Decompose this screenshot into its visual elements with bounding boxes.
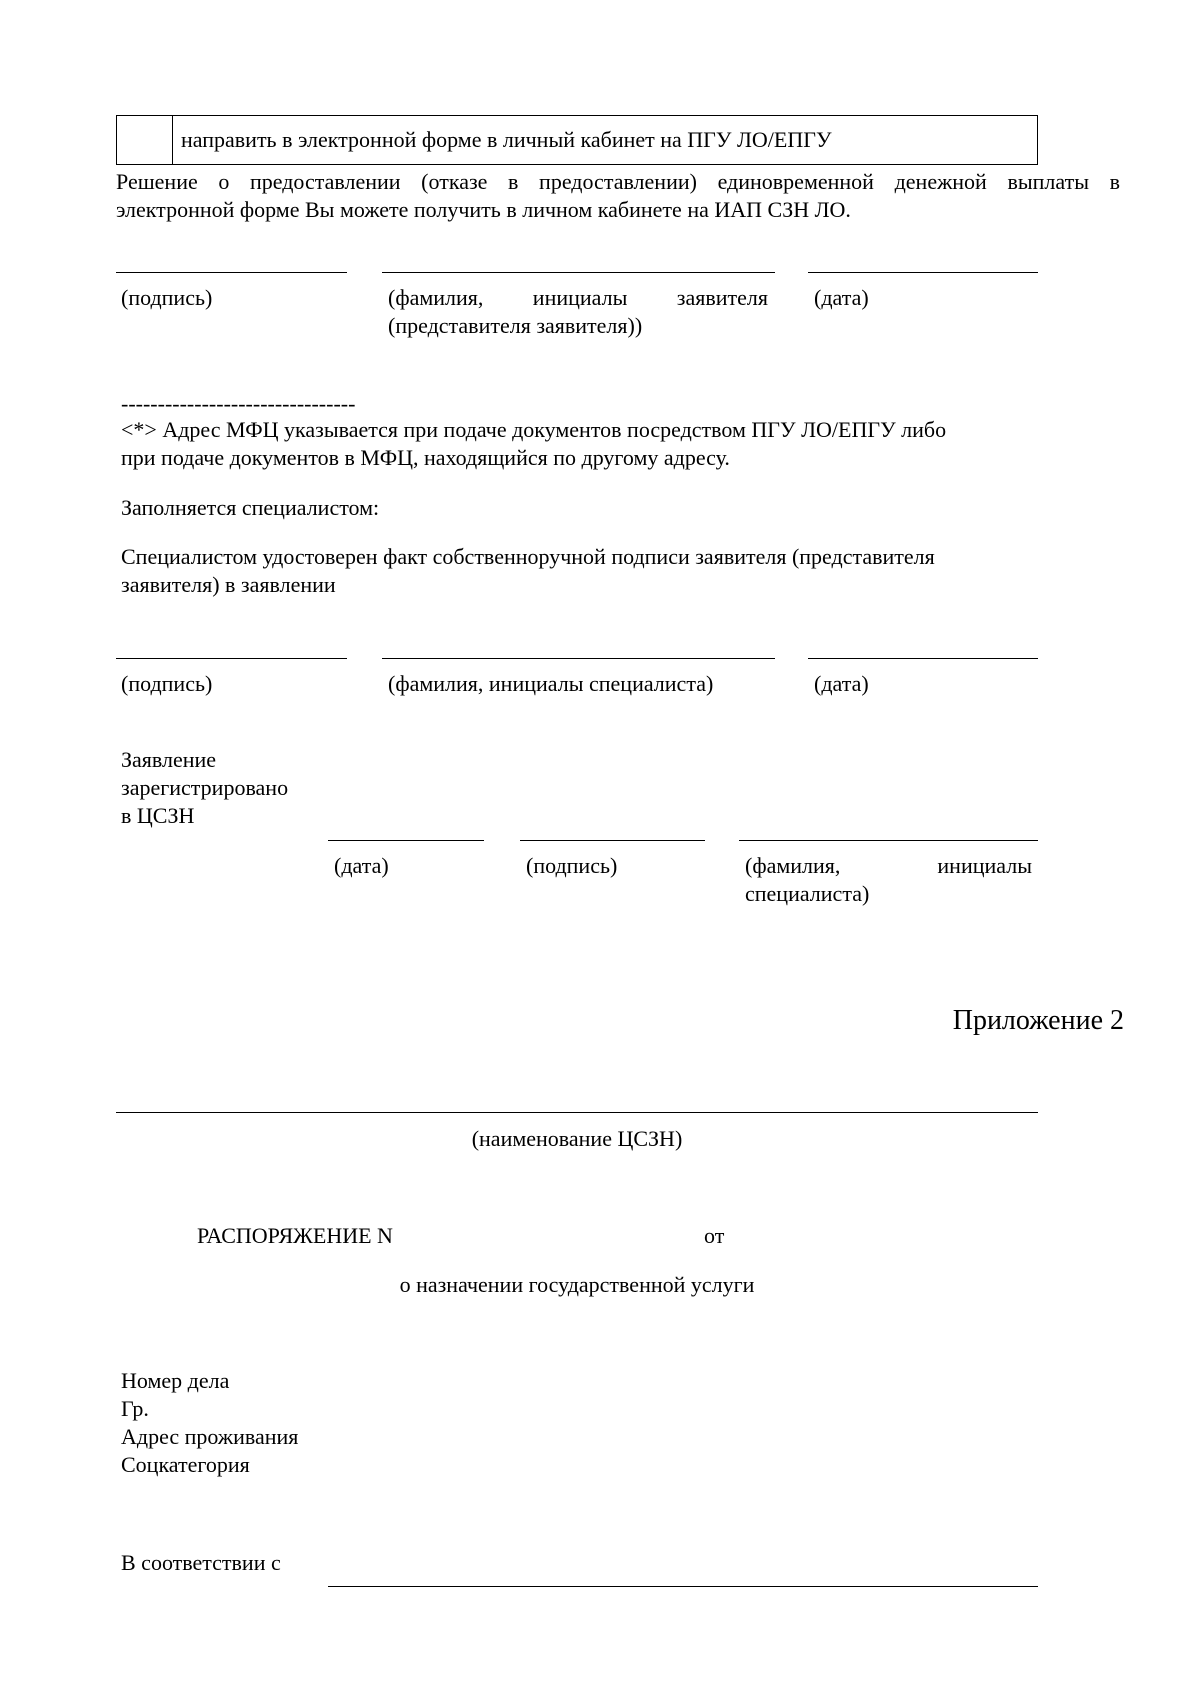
certified-line-2: заявителя) в заявлении: [121, 572, 336, 597]
applicant-signature-label: (подпись): [121, 285, 213, 310]
specialist-signature-line[interactable]: [116, 658, 347, 659]
delivery-option-row: [116, 115, 1038, 165]
applicant-name-label-line-1: (фамилия, инициалы заявителя: [388, 285, 768, 310]
registration-name-label-line-2: специалиста): [745, 881, 870, 906]
registration-name-label-line-1: (фамилия, инициалы: [745, 853, 1032, 878]
decision-note-line-2: электронной форме Вы можете получить в личном кабинете на ИАП СЗН ЛО.: [116, 197, 851, 222]
org-name-line[interactable]: [116, 1112, 1038, 1113]
filled-by-specialist-label: Заполняется специалистом:: [121, 495, 380, 520]
registration-name-label: [745, 852, 1032, 908]
registration-signature-label: (подпись): [526, 853, 618, 878]
field-case-number: Номер дела: [121, 1368, 230, 1393]
specialist-name-line[interactable]: [382, 658, 775, 659]
appendix-title: Приложение 2: [952, 1005, 1124, 1036]
registration-signature-line[interactable]: [520, 840, 705, 841]
order-from: от: [704, 1223, 725, 1248]
specialist-name-label: (фамилия, инициалы специалиста): [388, 671, 714, 696]
applicant-date-label: (дата): [814, 285, 869, 310]
registration-date-line[interactable]: [328, 840, 484, 841]
delivery-option-label: направить в электронной форме в личный кабинет на ПГУ ЛО/ЕПГУ: [181, 127, 832, 152]
registration-line-1: Заявление: [121, 747, 217, 772]
applicant-signature-line[interactable]: [116, 272, 347, 273]
footnote-separator: --------------------------------: [121, 391, 356, 416]
order-subject: о назначении государственной услуги: [399, 1272, 755, 1297]
field-social-category: Соцкатегория: [121, 1452, 250, 1477]
certified-line-1: Специалистом удостоверен факт собственноручной подписи заявителя (представителя: [121, 544, 935, 569]
specialist-date-label: (дата): [814, 671, 869, 696]
registration-line-3: в ЦСЗН: [121, 803, 195, 828]
registration-name-line[interactable]: [739, 840, 1038, 841]
org-name-label: (наименование ЦСЗН): [471, 1126, 683, 1151]
decision-note: [116, 168, 1120, 224]
registration-line-2: зарегистрировано: [121, 775, 289, 800]
accordance-line[interactable]: [328, 1586, 1038, 1587]
applicant-name-label: [388, 284, 768, 340]
decision-note-line-1: Решение о предоставлении (отказе в предоставлении) единовременной денежной выплаты в: [116, 169, 1120, 194]
applicant-date-line[interactable]: [808, 272, 1038, 273]
field-residence-address: Адрес проживания: [121, 1424, 299, 1449]
footnote-line-1: <*> Адрес МФЦ указывается при подаче документов посредством ПГУ ЛО/ЕПГУ либо: [121, 417, 947, 442]
specialist-date-line[interactable]: [808, 658, 1038, 659]
applicant-name-label-line-2: (представителя заявителя)): [388, 313, 643, 338]
footnote-line-2: при подаче документов в МФЦ, находящийся по другому адресу.: [121, 445, 730, 470]
registration-date-label: (дата): [334, 853, 389, 878]
accordance-label: В соответствии с: [121, 1550, 281, 1575]
order-title: РАСПОРЯЖЕНИЕ N: [197, 1223, 393, 1248]
delivery-option-checkbox[interactable]: [117, 116, 173, 164]
specialist-signature-label: (подпись): [121, 671, 213, 696]
field-citizen: Гр.: [121, 1396, 149, 1421]
applicant-name-line[interactable]: [382, 272, 775, 273]
